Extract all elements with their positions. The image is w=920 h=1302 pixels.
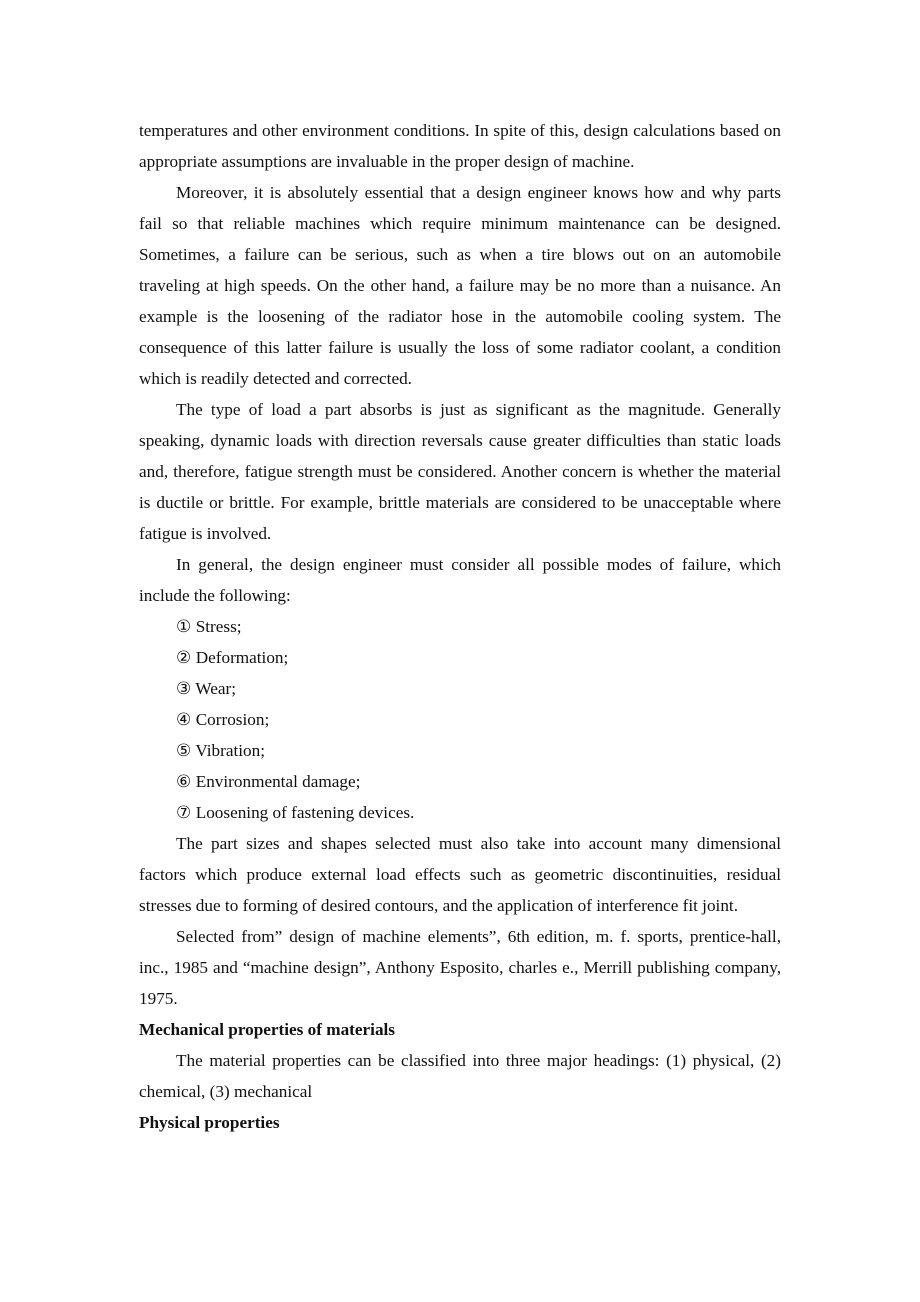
failure-modes-list [139,611,781,828]
heading-mechanical-properties: Mechanical properties of materials [139,1020,395,1039]
list-item: ④ Corrosion; [176,710,270,729]
list-item: ① Stress; [176,617,242,636]
paragraph-source-citation: Selected from” design of machine elements”, 6th edition, m. f. sports, prentice-hall, inc., 1985 and “machine design”, Anthony Esposito, charles e., Merrill publishing company, 1975. [139,927,781,1008]
list-item: ⑥ Environmental damage; [176,772,361,791]
list-item: ③ Wear; [176,679,236,698]
heading-physical-properties: Physical properties [139,1113,280,1132]
paragraph-modes-of-failure: In general, the design engineer must consider all possible modes of failure, which include the following: [139,555,781,605]
paragraph-load-type: The type of load a part absorbs is just as significant as the magnitude. Generally speaking, dynamic loads with direction reversals cause greater difficulties than static loads and, therefore, fatigue strength must be considered. Another concern is whether the material is ductile or brittle. For example, brittle materials are considered to be unacceptable where fatigue is involved. [139,400,781,543]
list-item: ② Deformation; [176,648,289,667]
list-item: ⑤ Vibration; [176,741,266,760]
paragraph-design-calculations: temperatures and other environment conditions. In spite of this, design calculations based on appropriate assumptions are invaluable in the proper design of machine. [139,121,781,171]
list-item: ⑦ Loosening of fastening devices. [176,803,415,822]
paragraph-part-failure: Moreover, it is absolutely essential that a design engineer knows how and why parts fail so that reliable machines which require minimum maintenance can be designed. Sometimes, a failure can be serious, such as when a tire blows out on an automobile traveling at high speeds. On the other hand, a failure may be no more than a nuisance. An example is the loosening of the radiator hose in the automobile cooling system. The consequence of this latter failure is usually the loss of some radiator coolant, a condition which is readily detected and corrected. [139,183,781,388]
document-body [139,115,781,1138]
paragraph-dimensional-factors: The part sizes and shapes selected must also take into account many dimensional factors which produce external load effects such as geometric discontinuities, residual stresses due to forming of desired contours, and the application of interference fit joint. [139,834,781,915]
paragraph-material-properties: The material properties can be classified into three major headings: (1) physical, (2) chemical, (3) mechanical [139,1051,781,1101]
